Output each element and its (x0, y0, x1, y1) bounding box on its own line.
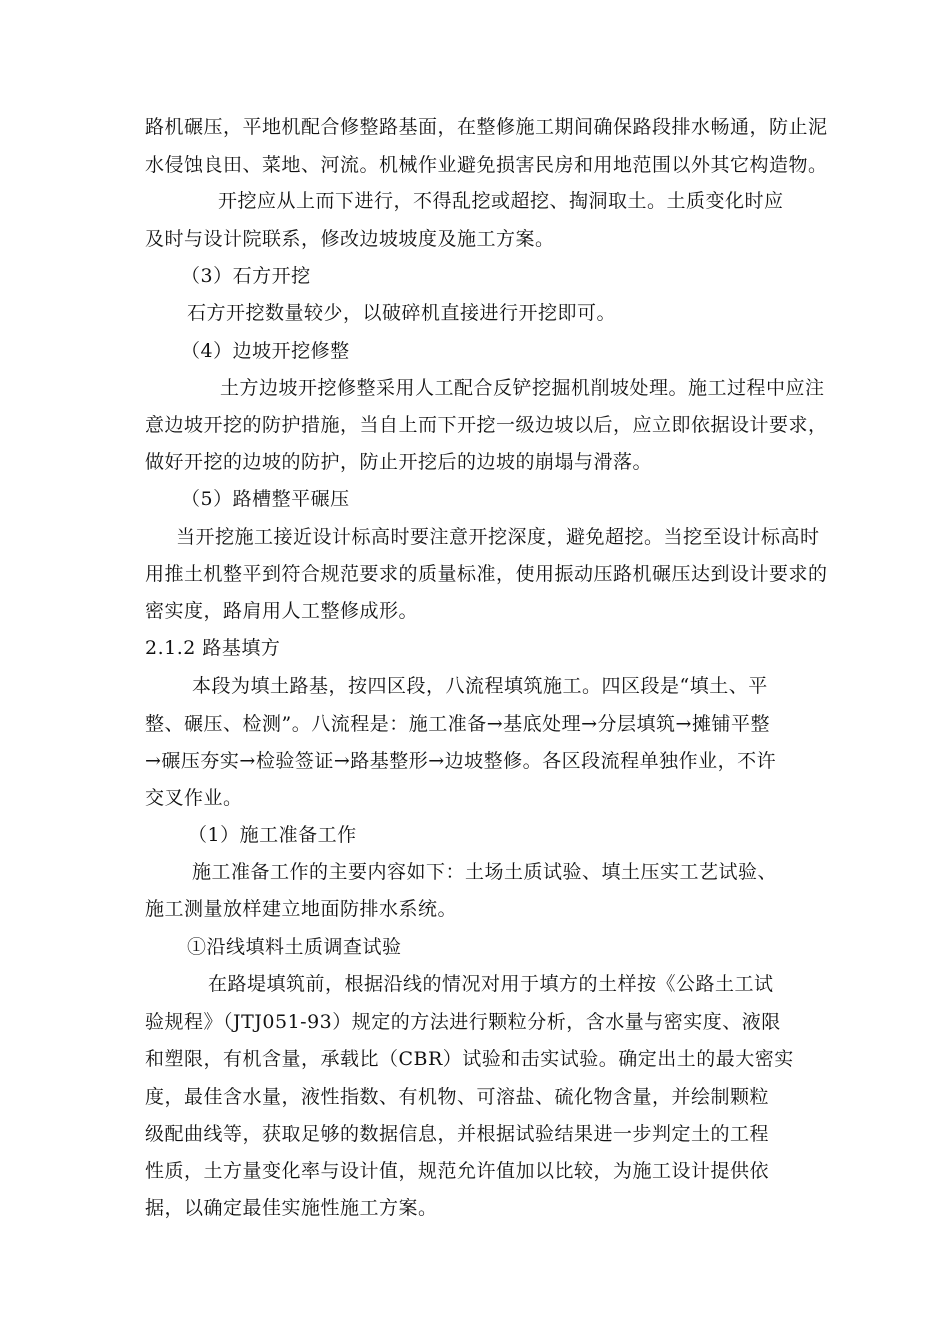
body-line: 级配曲线等，获取足够的数据信息，并根据试验结果进一步判定土的工程 (145, 1123, 770, 1145)
body-line: 及时与设计院联系，修改边坡坡度及施工方案。 (145, 228, 555, 250)
section-heading: （1）施工准备工作 (188, 824, 357, 846)
body-line: 据，以确定最佳实施性施工方案。 (145, 1197, 438, 1219)
body-line: 交叉作业。 (145, 787, 243, 809)
body-line: 和塑限，有机含量，承载比（CBR）试验和击实试验。确定出土的最大密实 (145, 1048, 794, 1070)
body-line: 用推土机整平到符合规范要求的质量标准，使用振动压路机碾压达到设计要求的 (145, 563, 828, 585)
body-line: 做好开挖的边坡的防护，防止开挖后的边坡的崩塌与滑落。 (145, 451, 653, 473)
body-line: 路机碾压，平地机配合修整路基面，在整修施工期间确保路段排水畅通，防止泥 (145, 116, 828, 138)
body-line: 整、碾压、检测”。八流程是：施工准备→基底处理→分层填筑→摊铺平整 (145, 713, 770, 735)
section-heading: （4）边坡开挖修整 (181, 340, 350, 362)
body-line: 度，最佳含水量，液性指数、有机物、可溶盐、硫化物含量，并绘制颗粒 (145, 1086, 770, 1108)
body-line: 在路堤填筑前，根据沿线的情况对用于填方的土样按《公路土工试 (208, 973, 774, 995)
body-line: 石方开挖数量较少，以破碎机直接进行开挖即可。 (187, 302, 617, 324)
body-line: 本段为填土路基，按四区段，八流程填筑施工。四区段是“填土、平 (192, 675, 768, 697)
body-line: 土方边坡开挖修整采用人工配合反铲挖掘机削坡处理。施工过程中应注 (220, 377, 825, 399)
body-line: 性质，土方量变化率与设计值，规范允许值加以比较，为施工设计提供依 (145, 1160, 770, 1182)
body-line: 验规程》（JTJ051-93）规定的方法进行颗粒分析，含水量与密实度、液限 (145, 1011, 781, 1033)
item-heading: ①沿线填料土质调查试验 (187, 936, 402, 958)
section-heading: （5）路槽整平碾压 (181, 488, 350, 510)
body-line: 开挖应从上而下进行，不得乱挖或超挖、掏洞取土。土质变化时应 (218, 190, 784, 212)
body-line: →碾压夯实→检验签证→路基整形→边坡整修。各区段流程单独作业，不许 (145, 750, 777, 772)
body-line: 当开挖施工接近设计标高时要注意开挖深度，避免超挖。当挖至设计标高时 (176, 526, 820, 548)
body-line: 水侵蚀良田、菜地、河流。机械作业避免损害民房和用地范围以外其它构造物。 (145, 154, 828, 176)
body-line: 施工测量放样建立地面防排水系统。 (145, 898, 458, 920)
subsection-heading: 2.1.2 路基填方 (145, 637, 281, 659)
body-line: 意边坡开挖的防护措施，当自上而下开挖一级边坡以后，应立即依据设计要求， (145, 414, 828, 436)
body-line: 密实度，路肩用人工整修成形。 (145, 600, 419, 622)
body-line: 施工准备工作的主要内容如下：土场土质试验、填土压实工艺试验、 (192, 861, 778, 883)
section-heading: （3）石方开挖 (181, 265, 311, 287)
